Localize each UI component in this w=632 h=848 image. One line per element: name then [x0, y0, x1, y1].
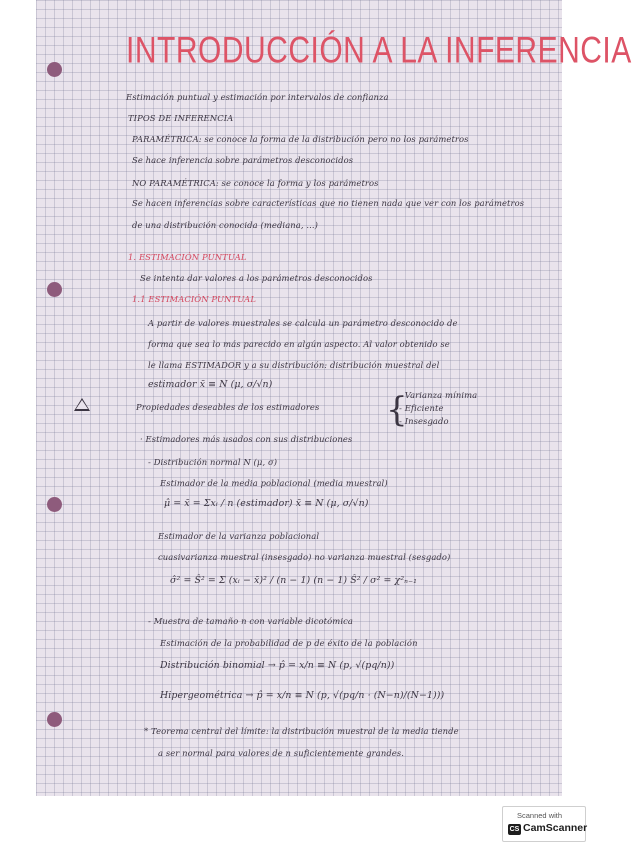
brace-icon: {	[386, 390, 408, 430]
section-heading: 1. ESTIMACIÓN PUNTUAL	[128, 252, 247, 262]
note-line: le llama ESTIMADOR y a su distribución: distribución muestral del	[148, 360, 440, 370]
note-line: a ser normal para valores de n suficientemente grandes.	[158, 748, 405, 758]
note-line: NO PARAMÉTRICA: se conoce la forma y los parámetros	[132, 178, 379, 188]
note-line: Se intenta dar valores a los parámetros desconocidos	[140, 273, 373, 283]
camscanner-logo-icon: CS	[509, 826, 520, 833]
note-line: Se hace inferencia sobre parámetros desconocidos	[132, 155, 354, 165]
binder-hole	[47, 497, 62, 512]
camscanner-brand: CamScanner	[523, 822, 588, 834]
note-line: - Distribución normal N (μ, σ)	[148, 457, 278, 467]
notebook-page	[36, 0, 632, 796]
note-line: Estimación puntual y estimación por intervalos de confianza	[126, 92, 389, 102]
note-line: * Teorema central del límite: la distribución muestral de la media tiende	[144, 726, 459, 736]
section-heading: TIPOS DE INFERENCIA	[128, 113, 234, 123]
section-heading: 1.1 ESTIMACIÓN PUNTUAL	[132, 294, 256, 304]
note-line: Estimador de la media poblacional (media muestral)	[160, 478, 388, 488]
camscanner-badge	[502, 806, 586, 842]
note-line: cuasivarianza muestral (insesgado) no varianza muestral (sesgado)	[158, 552, 451, 562]
list-item: - Eficiente	[399, 403, 444, 413]
formula-line: Hipergeométrica → p̂ = x/n ≡ N (p, √(pq/n · (N−n)/(N−1)))	[160, 690, 445, 701]
note-line: Se hacen inferencias sobre características que no tienen nada que ver con los parámetros	[132, 198, 525, 208]
list-item: - Varianza mínima	[399, 390, 478, 400]
page-title: INTRODUCCIÓN A LA INFERENCIA	[126, 30, 632, 72]
note-line: - Muestra de tamaño n con variable dicotómica	[148, 616, 353, 626]
note-line: forma que sea lo más parecido en algún aspecto. Al valor obtenido se	[148, 339, 450, 349]
note-line: Estimación de la probabilidad de p de éxito de la población	[160, 638, 418, 648]
note-line: PARAMÉTRICA: se conoce la forma de la distribución pero no los parámetros	[132, 134, 469, 144]
formula-line: estimador x̄ ≡ N (μ, σ/√n)	[148, 379, 273, 390]
binder-hole	[47, 62, 62, 77]
scanned-with-caption: Scanned with	[517, 811, 563, 820]
list-item: - Insesgado	[399, 416, 449, 426]
note-line: · Estimadores más usados con sus distribuciones	[140, 434, 353, 444]
note-line: Propiedades deseables de los estimadores	[136, 402, 320, 412]
binder-hole	[47, 712, 62, 727]
note-line: A partir de valores muestrales se calcula un parámetro desconocido de	[148, 318, 458, 328]
formula-line: Distribución binomial → p̂ = x/n ≡ N (p, √(pq/n))	[160, 660, 395, 671]
note-line: de una distribución conocida (mediana, ...)	[132, 220, 319, 230]
formula-line: μ̂ = x̄ = Σxᵢ / n (estimador) x̄ ≡ N (μ, σ/√n)	[164, 498, 369, 509]
binder-hole	[47, 282, 62, 297]
note-line: Estimador de la varianza poblacional	[158, 531, 320, 541]
warning-icon	[74, 398, 90, 411]
formula-line: σ̂² = Ŝ² = Σ (xᵢ − x̄)² / (n − 1) (n − 1) Ŝ² / σ² = χ²ₙ₋₁	[170, 575, 417, 586]
